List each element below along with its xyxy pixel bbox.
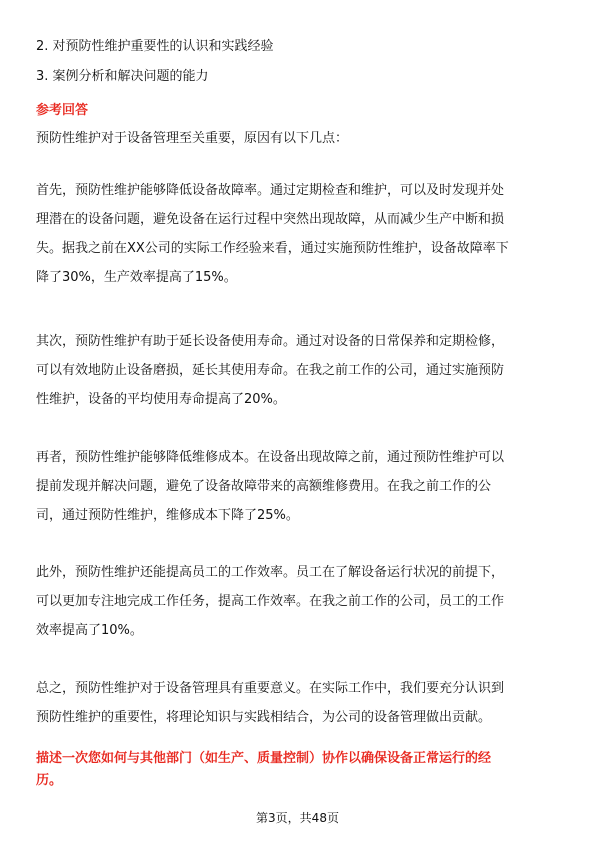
question-line: 描述一次您如何与其他部门（如生产、质量控制）协作以确保设备正常运行的经 [36, 751, 492, 766]
paragraph-line: 可以有效地防止设备磨损，延长其使用寿命。在我之前工作的公司，通过实施预防 [36, 363, 505, 378]
page-number: 第3页，共48页 [256, 811, 339, 825]
answer-intro: 预防性维护对于设备管理至关重要，原因有以下几点： [36, 131, 349, 146]
paragraph-line: 预防性维护的重要性，将理论知识与实践相结合，为公司的设备管理做出贡献。 [36, 710, 492, 725]
paragraph-line: 理潜在的设备问题，避免设备在运行过程中突然出现故障，从而减少生产中断和损 [36, 212, 505, 227]
answer-paragraph [36, 558, 564, 645]
paragraph-line: 司，通过预防性维护，维修成本下降了25%。 [36, 508, 299, 523]
paragraph-line: 失。据我之前在XX公司的实际工作经验来看，通过实施预防性维护，设备故障率下 [36, 241, 509, 256]
next-question [36, 748, 564, 792]
paragraph-line: 效率提高了10%。 [36, 623, 143, 638]
paragraph-line: 降了30%，生产效率提高了15%。 [36, 270, 237, 285]
paragraph-line: 总之，预防性维护对于设备管理具有重要意义。在实际工作中，我们要充分认识到 [36, 681, 505, 696]
answer-heading: 参考回答 [36, 103, 89, 118]
paragraph-line: 可以更加专注地完成工作任务，提高工作效率。在我之前工作的公司，员工的工作 [36, 594, 505, 609]
answer-paragraph [36, 327, 564, 414]
paragraph-line: 性维护，设备的平均使用寿命提高了20%。 [36, 392, 286, 407]
requirement-item: 2. 对预防性维护重要性的认识和实践经验 [36, 39, 274, 54]
answer-paragraph [36, 674, 564, 732]
paragraph-line: 此外，预防性维护还能提高员工的工作效率。员工在了解设备运行状况的前提下， [36, 565, 505, 580]
answer-paragraph [36, 443, 564, 530]
paragraph-line: 再者，预防性维护能够降低维修成本。在设备出现故障之前，通过预防性维护可以 [36, 450, 505, 465]
paragraph-line: 提前发现并解决问题，避免了设备故障带来的高额维修费用。在我之前工作的公 [36, 479, 492, 494]
paragraph-line: 首先，预防性维护能够降低设备故障率。通过定期检查和维护，可以及时发现并处 [36, 183, 505, 198]
question-line: 历。 [36, 773, 63, 788]
answer-paragraph [36, 176, 564, 292]
requirement-item: 3. 案例分析和解决问题的能力 [36, 69, 209, 84]
paragraph-line: 其次，预防性维护有助于延长设备使用寿命。通过对设备的日常保养和定期检修， [36, 334, 505, 349]
